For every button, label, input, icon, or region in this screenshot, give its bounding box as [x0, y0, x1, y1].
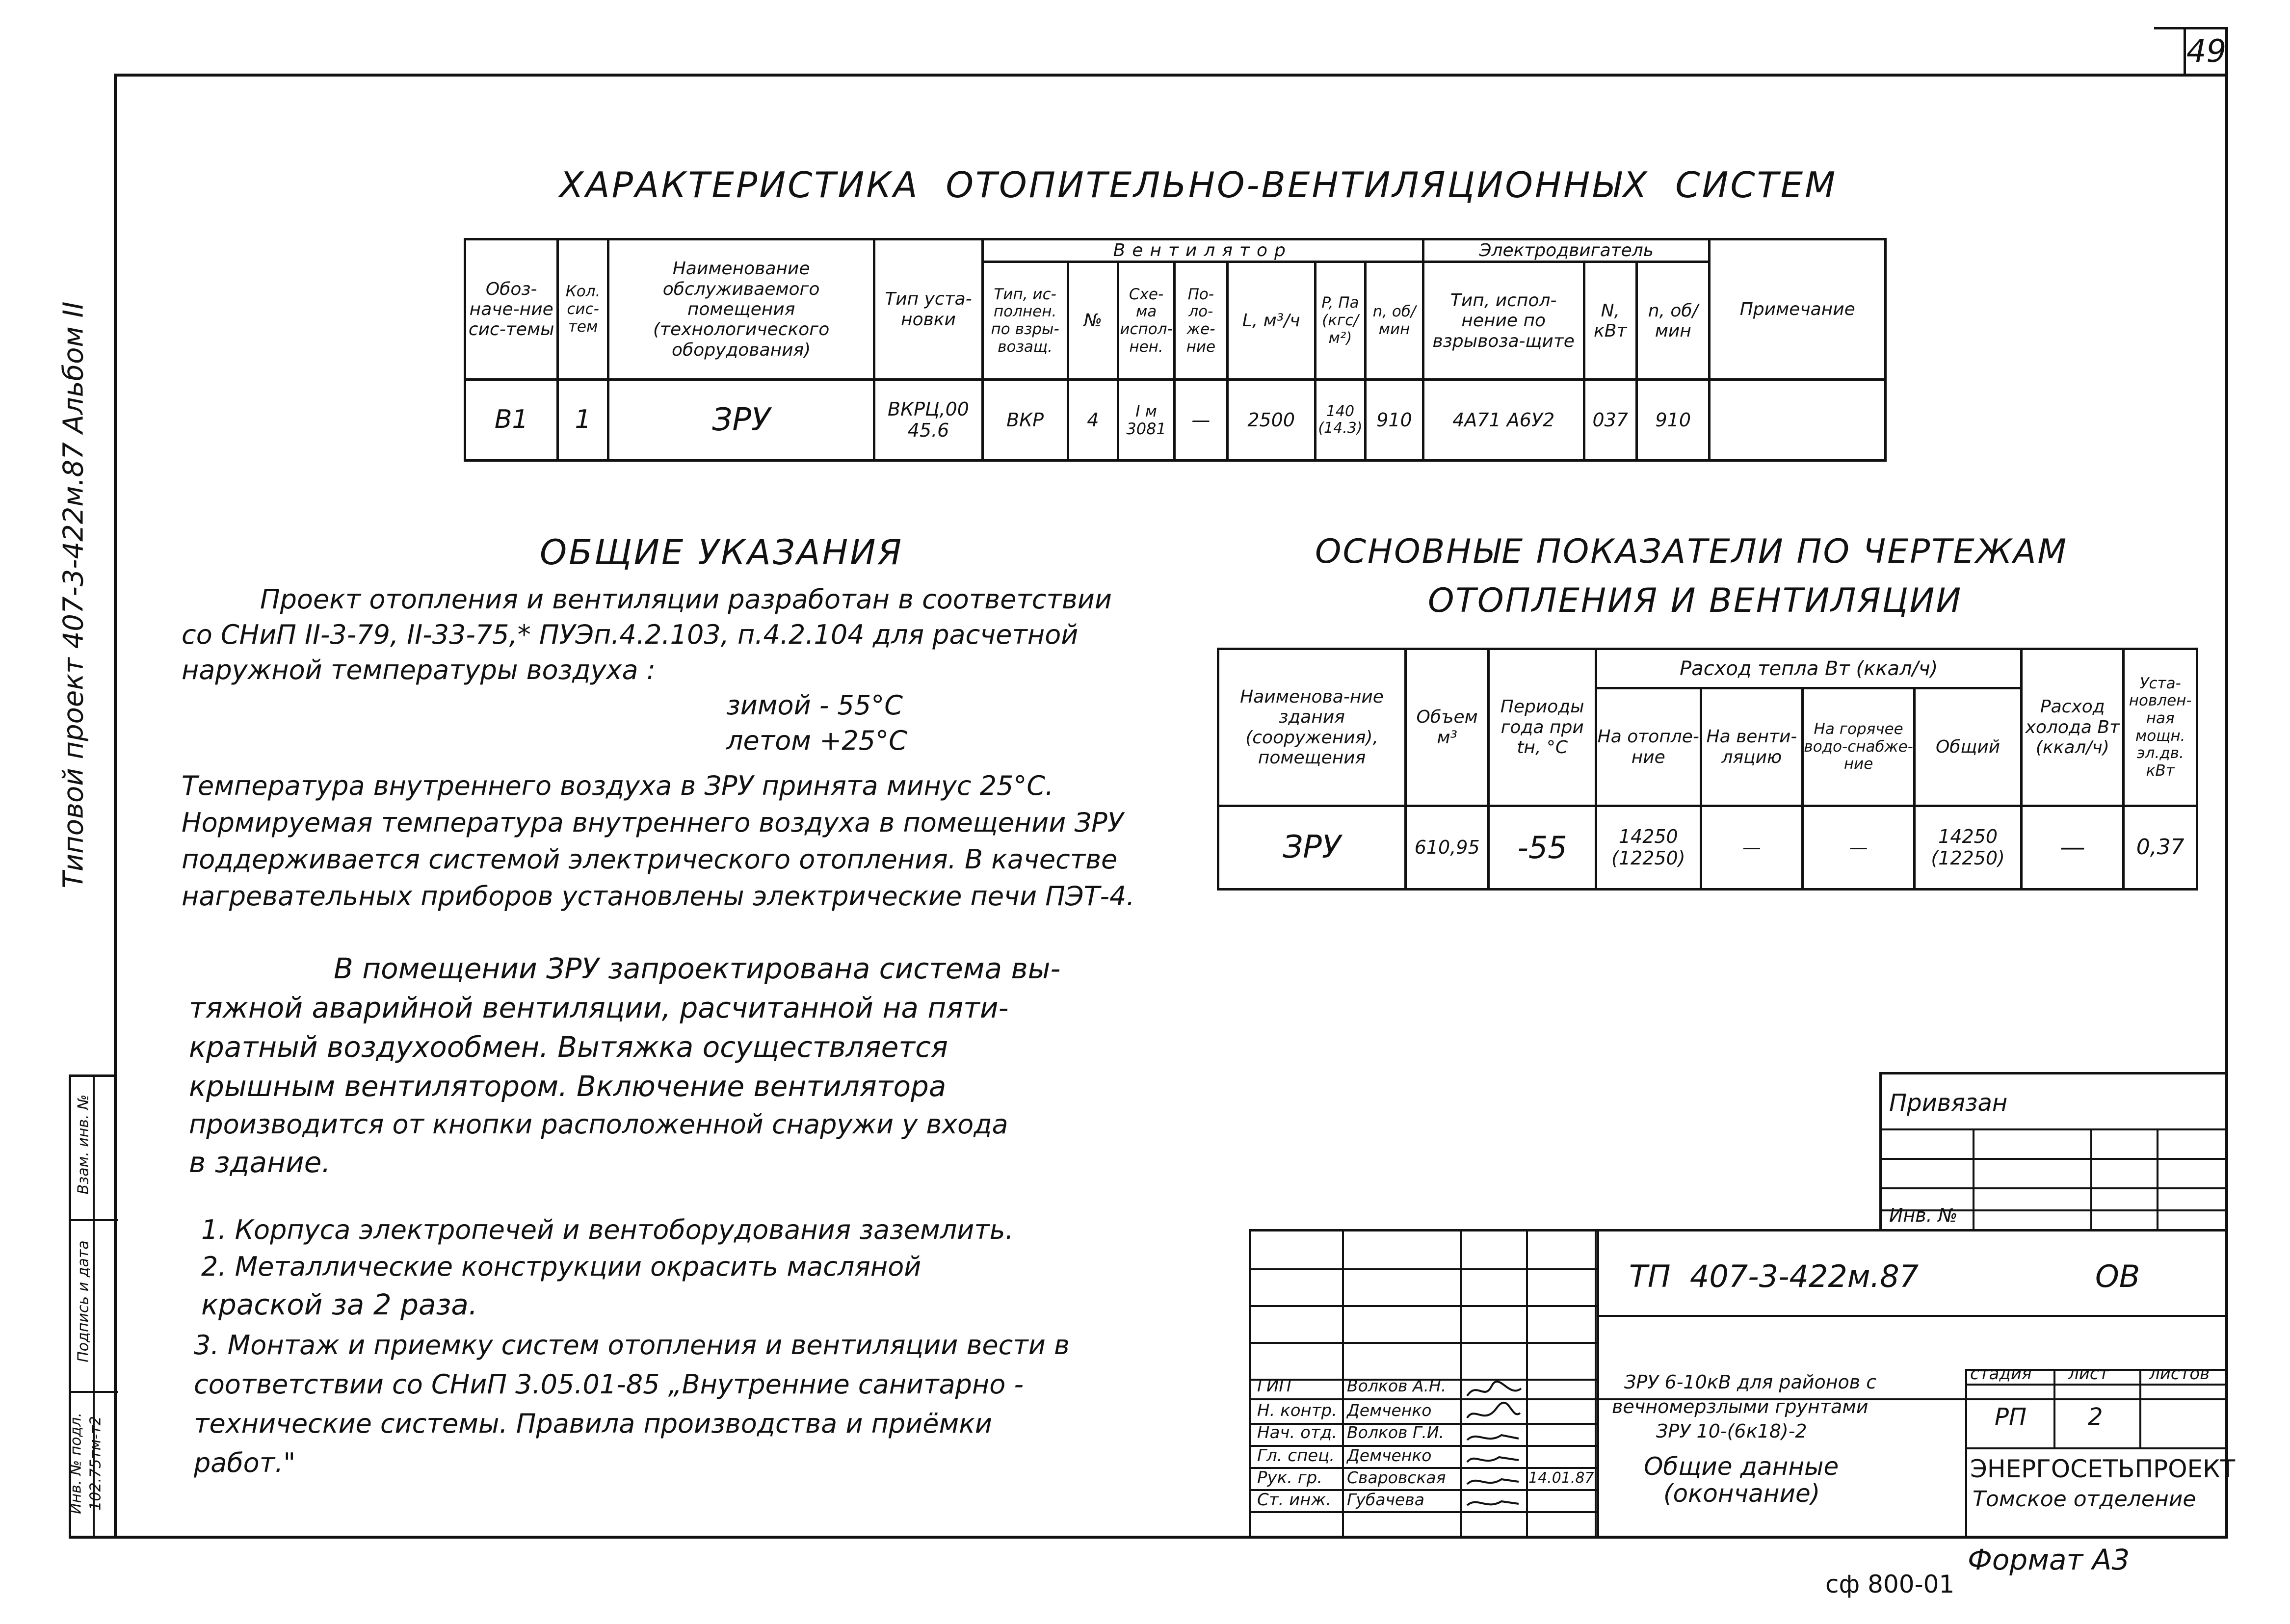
general-line: поддерживается системой электрического отопления. В качестве: [182, 844, 1118, 875]
th-ind-hot-water: На горячее водо-снабже-ние: [1803, 688, 1915, 806]
th-ind-cold: Расход холода Вт (ккал/ч): [2022, 649, 2124, 806]
org-name: ЭНЕРГОСЕТЬПРОЕКТ: [1970, 1455, 2236, 1483]
stage-value: РП: [1995, 1403, 2027, 1431]
general-line: технические системы. Правила производства и приёмки: [194, 1408, 992, 1439]
th-motor-power: N, кВт: [1584, 262, 1637, 380]
general-line: со СНиП II-3-79, II-33-75,* ПУЭп.4.2.103, п.4.2.104 для расчетной: [182, 619, 1079, 650]
left-margin-stamp: [69, 1074, 115, 1538]
th-note: Примечание: [1710, 239, 1886, 380]
org-branch: Томское отделение: [1973, 1487, 2196, 1512]
td-designation: В1: [465, 380, 558, 461]
margin-inv-number: 102.75тм-т2: [87, 1416, 105, 1511]
th-fan-pressure: P, Па (кгс/м²): [1315, 262, 1365, 380]
th-motor-group: Электродвигатель: [1423, 239, 1710, 262]
td-fan-flow: 2500: [1227, 380, 1315, 461]
td-fan-type: ВКР: [982, 380, 1068, 461]
td-fan-scheme: I м 3081: [1118, 380, 1175, 461]
role-gip: ГИП: [1257, 1376, 1291, 1396]
general-line: в здание.: [189, 1146, 331, 1179]
th-fan-flow: L, м³/ч: [1227, 262, 1315, 380]
name-glspec: Демченко: [1347, 1446, 1432, 1465]
th-designation: Обоз-наче-ние сис-темы: [465, 239, 558, 380]
general-line: 1. Корпуса электропечей и вентоборудования заземлить.: [201, 1214, 1014, 1245]
th-ind-name: Наименова-ние здания (сооружения), помещения: [1218, 649, 1406, 806]
th-motor-speed: n, об/мин: [1637, 262, 1710, 380]
margin-label-vzam: Взам. инв. №: [75, 1094, 92, 1195]
page-number-box: [2184, 27, 2227, 76]
signature-mark: [1467, 1479, 1519, 1484]
th-fan-group: Вентилятор: [982, 239, 1423, 262]
th-ind-volume: Объем м³: [1406, 649, 1489, 806]
format-label: Формат А3: [1968, 1543, 2130, 1576]
signature-mark: [1467, 1435, 1519, 1440]
title-block: [1249, 1229, 2236, 1537]
role-nkontr: Н. контр.: [1257, 1401, 1337, 1420]
privyazan-inv: Инв. №: [1889, 1205, 1958, 1226]
general-line: нагревательных приборов установлены электрические печи ПЭТ-4.: [182, 881, 1135, 912]
td-room: ЗРУ: [608, 380, 874, 461]
privyazan-box: [1879, 1072, 2227, 1231]
general-line: 3. Монтаж и приемку систем отопления и вентиляции вести в: [194, 1330, 1070, 1361]
general-line: тяжной аварийной вентиляции, расчитанной на пяти-: [189, 991, 1009, 1024]
signature-mark: [1467, 1403, 1520, 1418]
th-fan-no: №: [1068, 262, 1118, 380]
name-gip: Волков А.Н.: [1347, 1376, 1447, 1395]
th-fan-speed: n, об/мин: [1366, 262, 1423, 380]
page-number: 49: [2186, 33, 2227, 70]
role-stinzh: Ст. инж.: [1257, 1490, 1331, 1510]
name-stinzh: Губачева: [1347, 1490, 1424, 1509]
td-note: [1710, 380, 1886, 461]
general-line: кратный воздухообмен. Вытяжка осуществляется: [189, 1030, 948, 1064]
sheet-title-1: Общие данные: [1644, 1452, 1839, 1481]
th-count: Кол. сис-тем: [558, 239, 608, 380]
stamp-date: 14.01.87: [1528, 1469, 1594, 1487]
systems-table-row: [465, 380, 1886, 461]
th-unit-type: Тип уста-новки: [874, 239, 982, 380]
general-line: соответствии со СНиП 3.05.01-85 „Внутренние санитарно -: [194, 1369, 1024, 1400]
margin-label-inv: Инв. № подл.: [67, 1413, 85, 1514]
td-ind-heating: 14250 (12250): [1596, 806, 1701, 890]
sheets-label: листов: [2149, 1364, 2210, 1384]
name-rukgr: Сваровская: [1347, 1468, 1446, 1487]
td-ind-cold: —: [2022, 806, 2124, 890]
page-title: ХАРАКТЕРИСТИКА ОТОПИТЕЛЬНО-ВЕНТИЛЯЦИОННЫХ СИСТЕМ: [559, 164, 1838, 206]
indicators-heading-2: ОТОПЛЕНИЯ И ВЕНТИЛЯЦИИ: [1428, 581, 1963, 620]
general-line: зимой - 55°С: [726, 690, 903, 721]
th-fan-position: По-ло-же-ние: [1175, 262, 1228, 380]
td-ind-ventilation: —: [1701, 806, 1803, 890]
td-ind-period: -55: [1489, 806, 1596, 890]
role-nachotd: Нач. отд.: [1257, 1423, 1338, 1442]
td-ind-hot-water: —: [1803, 806, 1915, 890]
name-nachotd: Волков Г.И.: [1347, 1423, 1445, 1442]
th-ind-heating: На отопле-ние: [1596, 688, 1701, 806]
systems-table: [464, 238, 1887, 462]
form-code: сф 800-01: [1825, 1570, 1955, 1598]
th-ind-period: Периоды года при tн, °С: [1489, 649, 1596, 806]
stage-label: стадия: [1970, 1364, 2032, 1384]
td-count: 1: [558, 380, 608, 461]
role-rukgr: Рук. гр.: [1257, 1468, 1323, 1488]
indicators-table-row: [1218, 806, 2197, 890]
th-ind-ventilation: На венти-ляцию: [1701, 688, 1803, 806]
indicators-table: [1217, 648, 2198, 891]
td-motor-power: 037: [1584, 380, 1637, 461]
frame-top: [114, 74, 2228, 77]
signature-mark: [1467, 1501, 1519, 1505]
general-line: Проект отопления и вентиляции разработан в соответствии: [260, 584, 1112, 615]
td-fan-pressure: 140 (14.3): [1315, 380, 1365, 461]
object-line-3: ЗРУ 10-(6к18)-2: [1656, 1420, 1807, 1442]
td-ind-name: ЗРУ: [1218, 806, 1406, 890]
td-ind-total: 14250 (12250): [1914, 806, 2021, 890]
th-fan-type: Тип, ис-полнен. по взры-возащ.: [982, 262, 1068, 380]
th-ind-total: Общий: [1914, 688, 2021, 806]
general-line: работ.": [194, 1447, 296, 1478]
general-line: летом +25°С: [726, 725, 907, 756]
td-ind-volume: 610,95: [1406, 806, 1489, 890]
sheet-value: 2: [2088, 1403, 2103, 1431]
general-line: производится от кнопки расположенной снаружи у входа: [189, 1109, 1008, 1140]
td-motor-speed: 910: [1637, 380, 1710, 461]
object-line-1: ЗРУ 6-10кВ для районов с: [1624, 1371, 1877, 1393]
td-ind-power: 0,37: [2124, 806, 2197, 890]
th-room: Наименование обслуживаемого помещения (технологического оборудования): [608, 239, 874, 380]
general-line: наружной температуры воздуха :: [182, 655, 656, 685]
th-motor-type: Тип, испол-нение по взрывоза-щите: [1423, 262, 1584, 380]
th-ind-heat-group: Расход тепла Вт (ккал/ч): [1596, 649, 2022, 688]
privyazan-label: Привязан: [1889, 1089, 2008, 1117]
td-fan-no: 4: [1068, 380, 1118, 461]
side-title: Типовой проект 407-3-422м.87 Альбом II: [57, 301, 90, 889]
role-glspec: Гл. спец.: [1257, 1446, 1335, 1466]
td-fan-speed: 910: [1366, 380, 1423, 461]
general-line: краской за 2 раза.: [201, 1288, 478, 1321]
th-fan-scheme: Схе-ма испол-нен.: [1118, 262, 1175, 380]
signature-mark: [1467, 1457, 1519, 1462]
sheet-label: лист: [2068, 1364, 2109, 1384]
td-motor-type: 4А71 А6У2: [1423, 380, 1584, 461]
td-unit-type: ВКРЦ,00 45.6: [874, 380, 982, 461]
general-line: 2. Металлические конструкции окрасить масляной: [201, 1251, 921, 1282]
stamp-code: ТП 407-3-422м.87: [1629, 1258, 1919, 1294]
th-ind-power: Уста-новлен-ная мощн. эл.дв. кВт: [2124, 649, 2197, 806]
margin-label-podpis: Подпись и дата: [75, 1240, 92, 1362]
general-line: крышным вентилятором. Включение вентилятора: [189, 1070, 947, 1103]
signatures: [1462, 1379, 1526, 1511]
td-fan-position: —: [1175, 380, 1228, 461]
indicators-heading-1: ОСНОВНЫЕ ПОКАЗАТЕЛИ ПО ЧЕРТЕЖАМ: [1315, 532, 2068, 571]
name-nkontr: Демченко: [1347, 1401, 1432, 1420]
general-line: Температура внутреннего воздуха в ЗРУ принята минус 25°С.: [182, 770, 1054, 801]
signature-mark: [1467, 1382, 1521, 1396]
object-line-2: вечномерзлыми грунтами: [1612, 1396, 1869, 1417]
general-line: В помещении ЗРУ запроектирована система вы-: [334, 952, 1061, 985]
sheet-title-2: (окончание): [1663, 1479, 1820, 1508]
general-heading: ОБЩИЕ УКАЗАНИЯ: [540, 532, 904, 573]
stamp-section: ОВ: [2095, 1258, 2140, 1294]
general-line: Нормируемая температура внутреннего воздуха в помещении ЗРУ: [182, 807, 1124, 838]
